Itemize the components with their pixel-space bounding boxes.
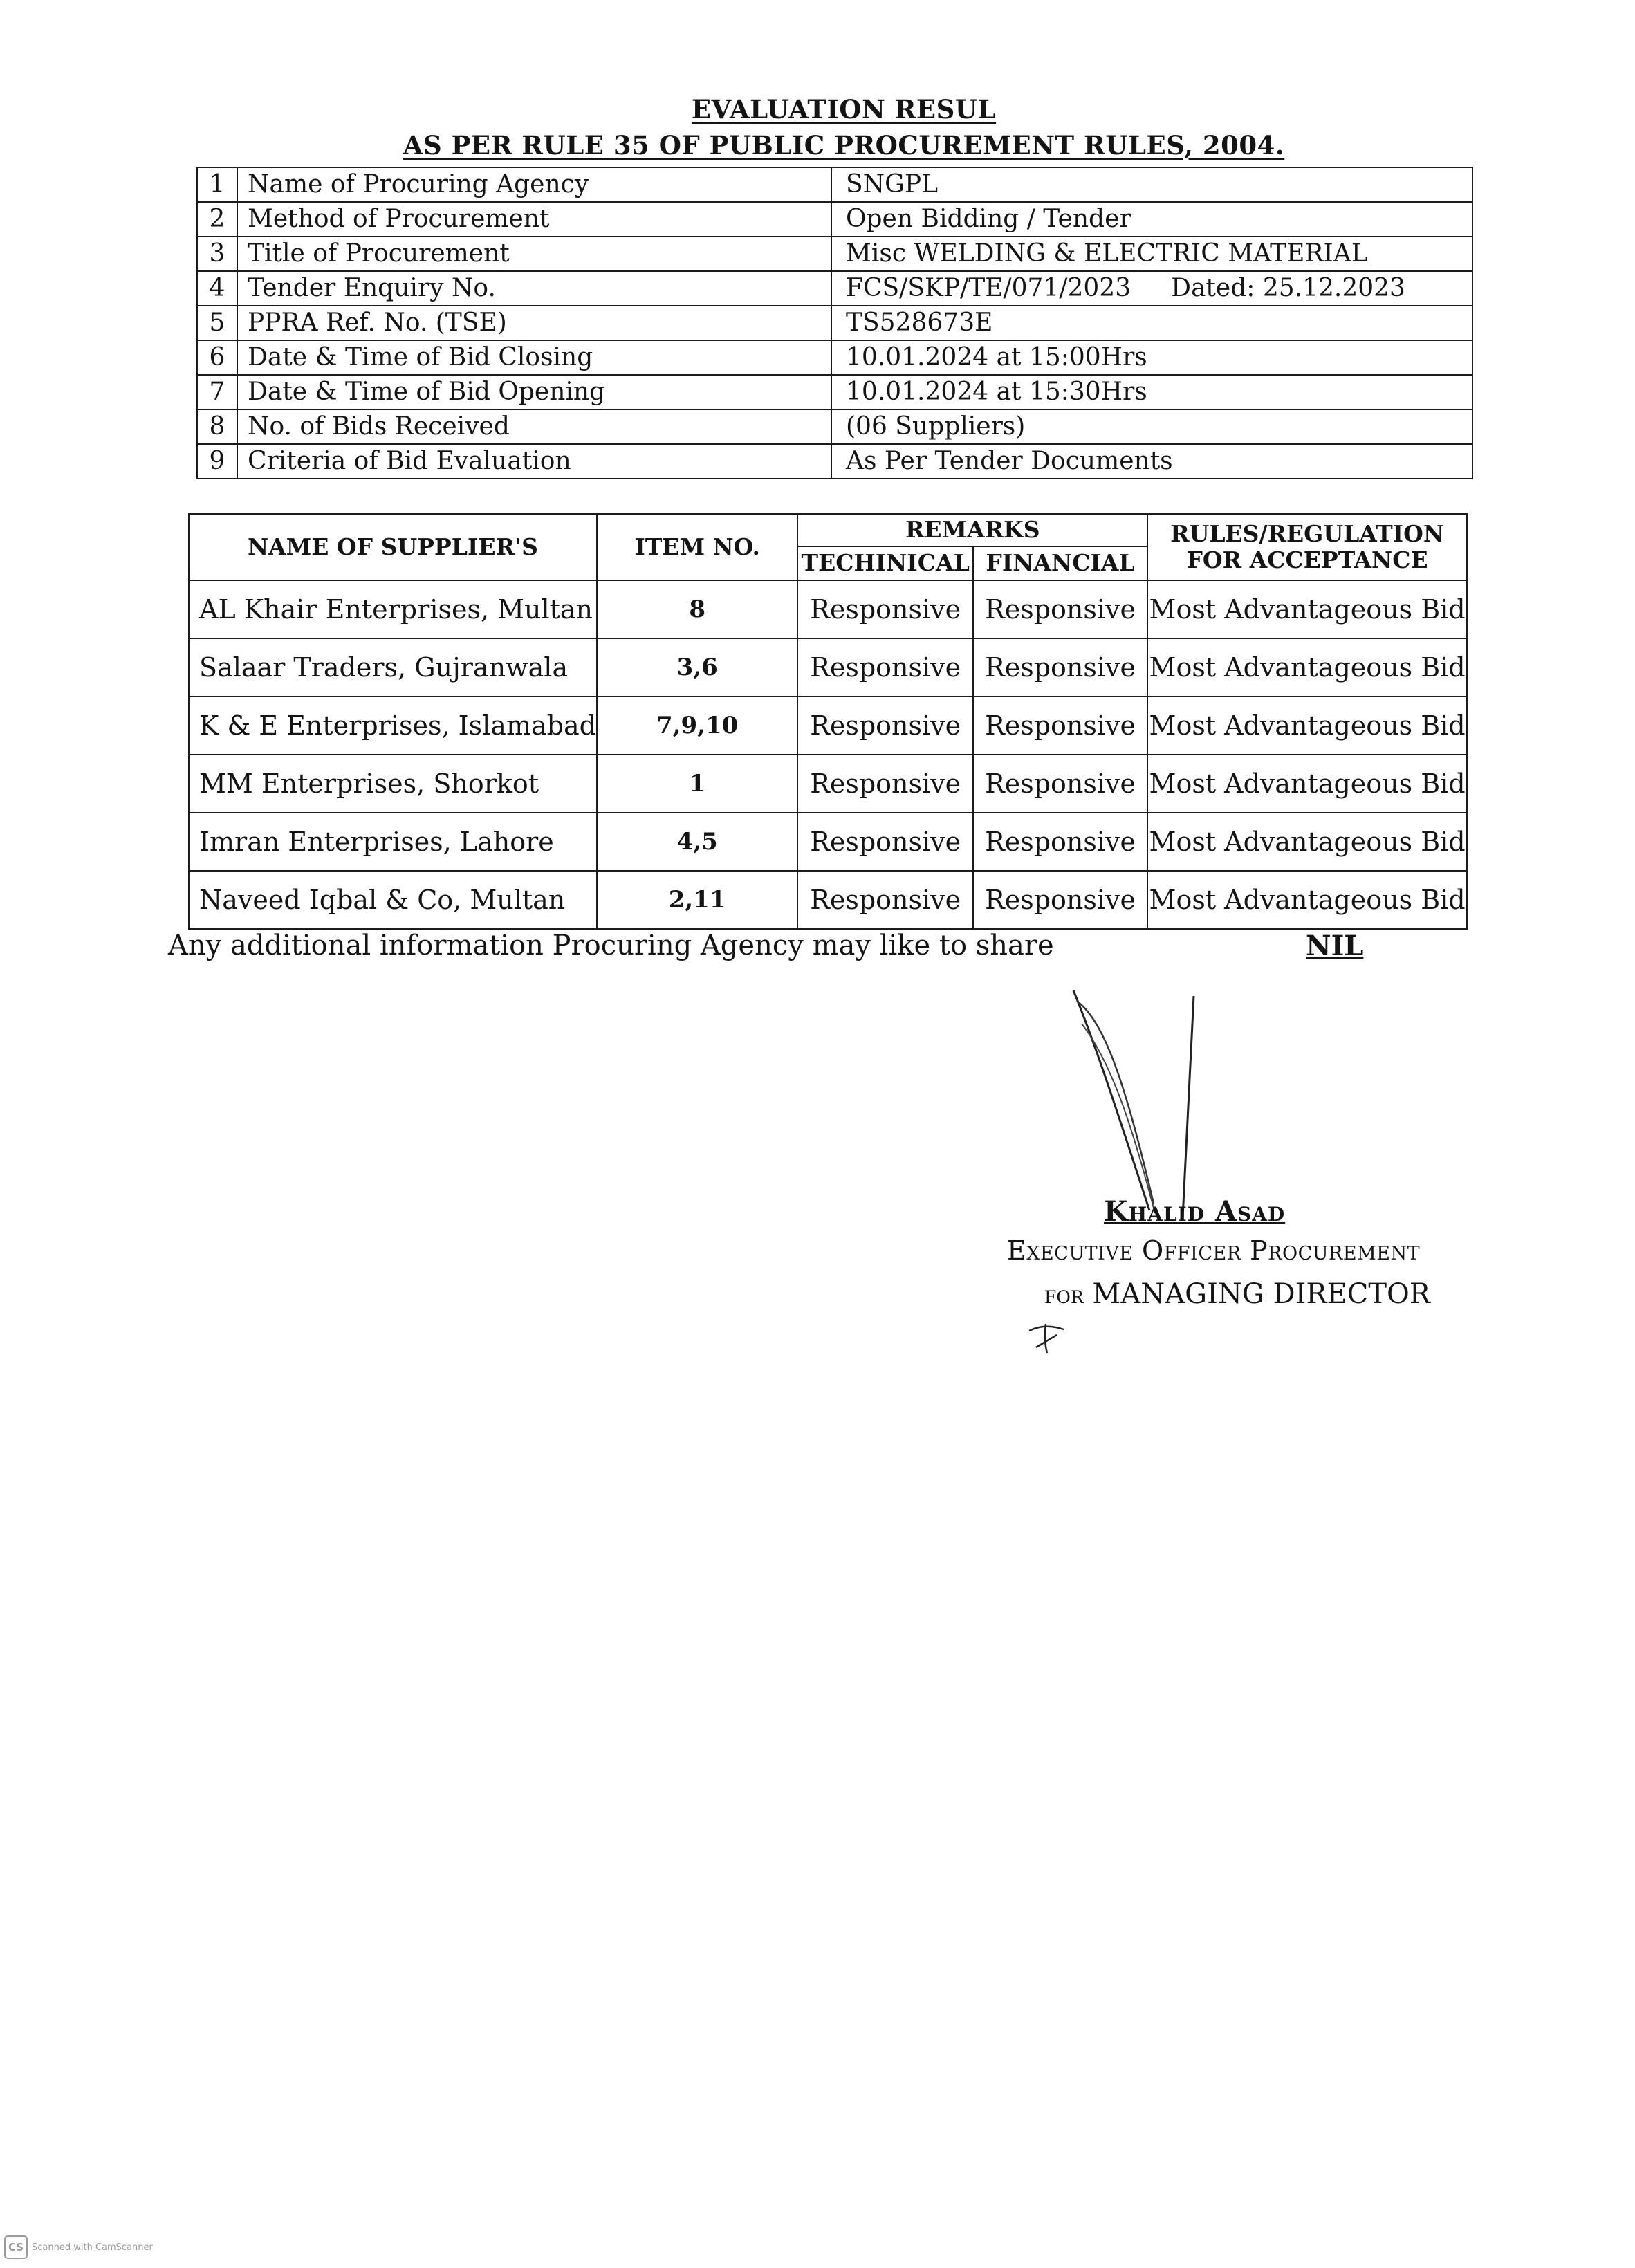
initial-mark [1026,1321,1068,1356]
acceptance-rule: Most Advantageous Bid [1147,755,1467,813]
supplier-column-header: NAME OF SUPPLIER'S [189,514,597,580]
technical-remark: Responsive [797,813,973,871]
info-row-label: Date & Time of Bid Closing [237,340,831,375]
handwritten-signature [1065,982,1231,1231]
supplier-name: Salaar Traders, Gujranwala [189,638,597,697]
info-row-value-cell [831,409,1472,444]
info-row-label: Tender Enquiry No. [237,271,831,306]
info-row-value: SNGPL [846,170,939,199]
info-row-value-cell [831,202,1472,237]
info-row-value: As Per Tender Documents [846,447,1173,475]
supplier-table-header [189,514,1467,580]
info-row-value-cell [831,375,1472,409]
info-row [197,237,1472,271]
info-row-number: 5 [197,306,237,340]
info-row [197,271,1472,306]
info-row-value-cell [831,271,1472,306]
supplier-item-numbers: 1 [597,755,797,813]
technical-remark: Responsive [797,580,973,638]
info-row-value-cell [831,340,1472,375]
info-row [197,409,1472,444]
info-row-value: Misc WELDING & ELECTRIC MATERIAL [846,239,1368,268]
watermark-text: Scanned with CamScanner [32,2242,153,2253]
info-row-label: PPRA Ref. No. (TSE) [237,306,831,340]
info-row-value: Open Bidding / Tender [846,205,1131,233]
header-row-1 [189,514,1467,546]
info-row [197,202,1472,237]
page-title-line-2: AS PER RULE 35 OF PUBLIC PROCUREMENT RULES, 2004. [403,130,1285,160]
info-row-label: No. of Bids Received [237,409,831,444]
signatory-name: Khalid Asad [1104,1195,1286,1228]
scanner-watermark [4,2235,153,2259]
additional-info-value: NIL [1306,930,1364,962]
info-row-label: Method of Procurement [237,202,831,237]
financial-column-header: FINANCIAL [973,546,1147,580]
info-row-number: 4 [197,271,237,306]
supplier-evaluation-table [188,513,1468,930]
page-title-line-1: EVALUATION RESUL [691,94,997,125]
item-column-header: ITEM NO. [597,514,797,580]
info-row-value-cell [831,167,1472,202]
info-row-label: Criteria of Bid Evaluation [237,444,831,479]
supplier-item-numbers: 3,6 [597,638,797,697]
info-row-value: (06 Suppliers) [846,412,1026,441]
info-row [197,444,1472,479]
rules-header-line-1: RULES/REGULATION [1170,520,1445,547]
supplier-row [189,638,1467,697]
supplier-row [189,871,1467,929]
info-row-value-cell [831,237,1472,271]
supplier-item-numbers: 2,11 [597,871,797,929]
supplier-item-numbers: 7,9,10 [597,697,797,755]
acceptance-rule: Most Advantageous Bid [1147,697,1467,755]
supplier-name: Naveed Iqbal & Co, Multan [189,871,597,929]
financial-remark: Responsive [973,638,1147,697]
acceptance-rule: Most Advantageous Bid [1147,813,1467,871]
info-row [197,306,1472,340]
info-row-number: 1 [197,167,237,202]
supplier-name: AL Khair Enterprises, Multan [189,580,597,638]
supplier-table-body [189,580,1467,929]
technical-remark: Responsive [797,638,973,697]
supplier-name: Imran Enterprises, Lahore [189,813,597,871]
rules-header-line-2: FOR ACCEPTANCE [1186,546,1428,573]
info-row-label: Date & Time of Bid Opening [237,375,831,409]
info-row-value: TS528673E [846,308,993,337]
info-row [197,340,1472,375]
financial-remark: Responsive [973,580,1147,638]
supplier-name: MM Enterprises, Shorkot [189,755,597,813]
supplier-name: K & E Enterprises, Islamabad [189,697,597,755]
procurement-info-body [197,167,1472,479]
technical-remark: Responsive [797,697,973,755]
info-row-number: 9 [197,444,237,479]
info-row-dated: Dated: 25.12.2023 [1171,274,1405,302]
info-row-label: Name of Procuring Agency [237,167,831,202]
info-row-value: 10.01.2024 at 15:00Hrs [846,343,1147,371]
supplier-row [189,813,1467,871]
signatory-on-behalf [1044,1278,1430,1310]
on-behalf-of: MANAGING DIRECTOR [1092,1278,1430,1310]
acceptance-rule: Most Advantageous Bid [1147,638,1467,697]
supplier-row [189,580,1467,638]
info-row-number: 2 [197,202,237,237]
info-row-number: 8 [197,409,237,444]
financial-remark: Responsive [973,871,1147,929]
info-row-value: FCS/SKP/TE/071/2023 [846,274,1131,302]
info-row-value: 10.01.2024 at 15:30Hrs [846,378,1147,406]
signatory-designation: Executive Officer Procurement [1007,1235,1421,1266]
financial-remark: Responsive [973,813,1147,871]
financial-remark: Responsive [973,755,1147,813]
financial-remark: Responsive [973,697,1147,755]
supplier-row [189,697,1467,755]
info-row-label: Title of Procurement [237,237,831,271]
acceptance-rule: Most Advantageous Bid [1147,580,1467,638]
info-row-value-cell [831,444,1472,479]
info-row [197,167,1472,202]
info-row-number: 7 [197,375,237,409]
procurement-info-table [196,167,1473,479]
info-row-value-cell [831,306,1472,340]
additional-info-label: Any additional information Procuring Agency may like to share [168,930,1054,961]
info-row [197,375,1472,409]
supplier-row [189,755,1467,813]
for-word: for [1044,1281,1084,1309]
info-row-number: 3 [197,237,237,271]
acceptance-rule: Most Advantageous Bid [1147,871,1467,929]
technical-remark: Responsive [797,755,973,813]
camscanner-logo-icon: CS [4,2235,28,2259]
info-row-number: 6 [197,340,237,375]
remarks-column-header: REMARKS [797,514,1147,546]
technical-remark: Responsive [797,871,973,929]
rules-column-header [1147,514,1467,580]
supplier-item-numbers: 8 [597,580,797,638]
technical-column-header: TECHINICAL [797,546,973,580]
supplier-item-numbers: 4,5 [597,813,797,871]
